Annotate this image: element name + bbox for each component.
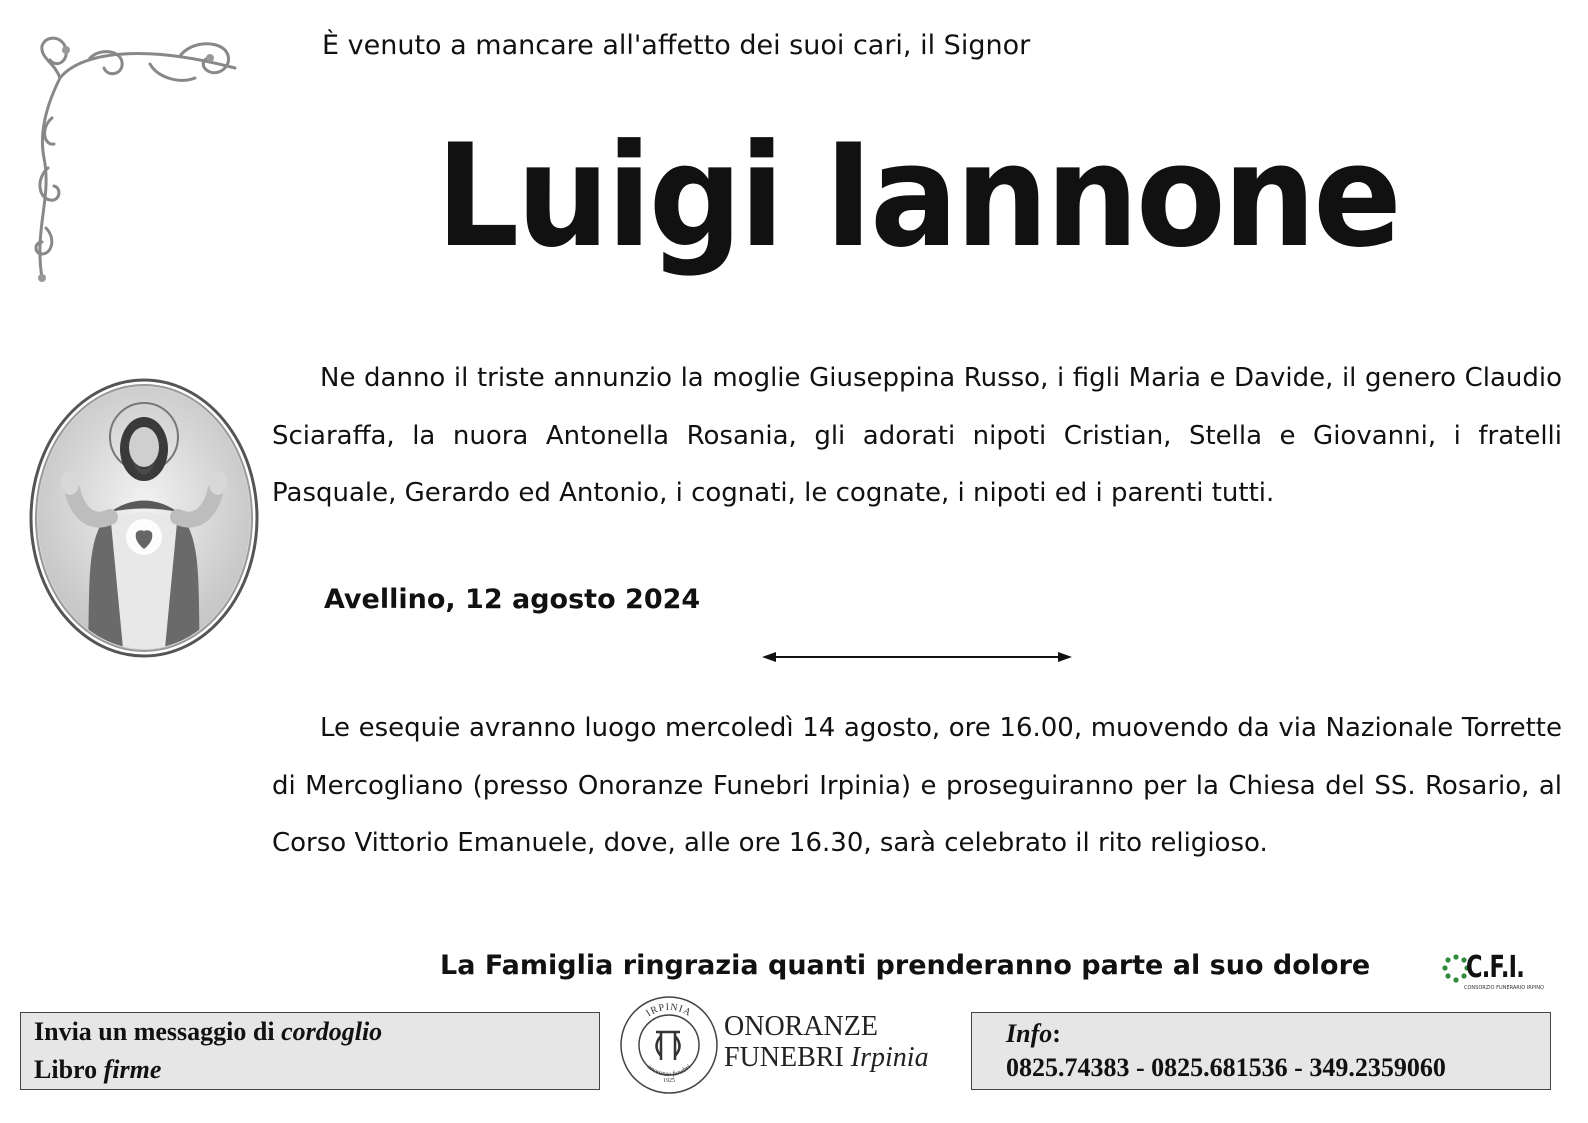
- cfi-logo-subtext: CONSORZIO FUNERARIO IRPINO: [1464, 985, 1544, 991]
- family-thanks: La Famiglia ringrazia quanti prenderanno parte al suo dolore: [440, 950, 1371, 981]
- sacred-heart-portrait: [28, 377, 260, 659]
- agency-name-line2: [724, 1042, 929, 1073]
- corner-flourish-ornament: [30, 28, 245, 288]
- agency-name-line1: ONORANZE: [724, 1011, 878, 1042]
- send-condolence-link[interactable]: [34, 1017, 382, 1047]
- announcement-text: Ne danno il triste annunzio la moglie Giuseppina Russo, i figli Maria e Davide, il genero Claudio Sciaraffa, la nuora Antonella Rosania, gli adorati nipoti Cristian, Stella e Giovanni, i fratelli Pasquale, Gerardo ed Antonio, i cognati, le cognate, i nipoti ed i parenti tutti.: [272, 363, 1562, 508]
- agency-seal-logo: [618, 994, 720, 1096]
- seal-top-text: IRPINIA: [644, 1001, 694, 1020]
- send-condolence-italic: cordoglio: [281, 1017, 383, 1046]
- funeral-paragraph: [272, 700, 1562, 873]
- send-condolence-label: Invia un messaggio di: [34, 1017, 282, 1046]
- agency-name-funebri: FUNEBRI: [724, 1042, 851, 1073]
- info-label-text: Info: [1006, 1019, 1053, 1048]
- deceased-name: Luigi Iannone: [436, 114, 1400, 279]
- info-label-colon: :: [1052, 1019, 1061, 1048]
- condolence-box[interactable]: [20, 1012, 600, 1090]
- info-box: [971, 1012, 1551, 1090]
- place-date: Avellino, 12 agosto 2024: [324, 584, 701, 615]
- announcement-paragraph: [272, 350, 1562, 523]
- double-arrow-divider: [762, 647, 1072, 667]
- cfi-logo: [1442, 950, 1542, 996]
- guestbook-link[interactable]: [34, 1055, 161, 1085]
- funeral-text: Le esequie avranno luogo mercoledì 14 agosto, ore 16.00, muovendo da via Nazionale Torrette di Mercogliano (presso Onoranze Funebri Irpinia) e proseguiranno per la Chiesa del SS. Rosario, al Corso Vittorio Emanuele, dove, alle ore 16.30, sarà celebrato il rito religioso.: [272, 713, 1562, 858]
- intro-line: È venuto a mancare all'affetto dei suoi cari, il Signor: [322, 30, 1031, 61]
- phone-numbers[interactable]: 0825.74383 - 0825.681536 - 349.2359060: [1006, 1053, 1446, 1082]
- agency-name: [724, 1011, 929, 1073]
- agency-name-irpinia: Irpinia: [850, 1042, 929, 1073]
- seal-year: 1925: [663, 1078, 675, 1084]
- guestbook-label: Libro: [34, 1055, 104, 1084]
- info-label: [1006, 1019, 1061, 1049]
- cfi-logo-text: C.F.I.: [1466, 950, 1525, 985]
- seal-bottom-text: onoranze funebri: [645, 1062, 693, 1079]
- guestbook-italic: firme: [103, 1055, 162, 1084]
